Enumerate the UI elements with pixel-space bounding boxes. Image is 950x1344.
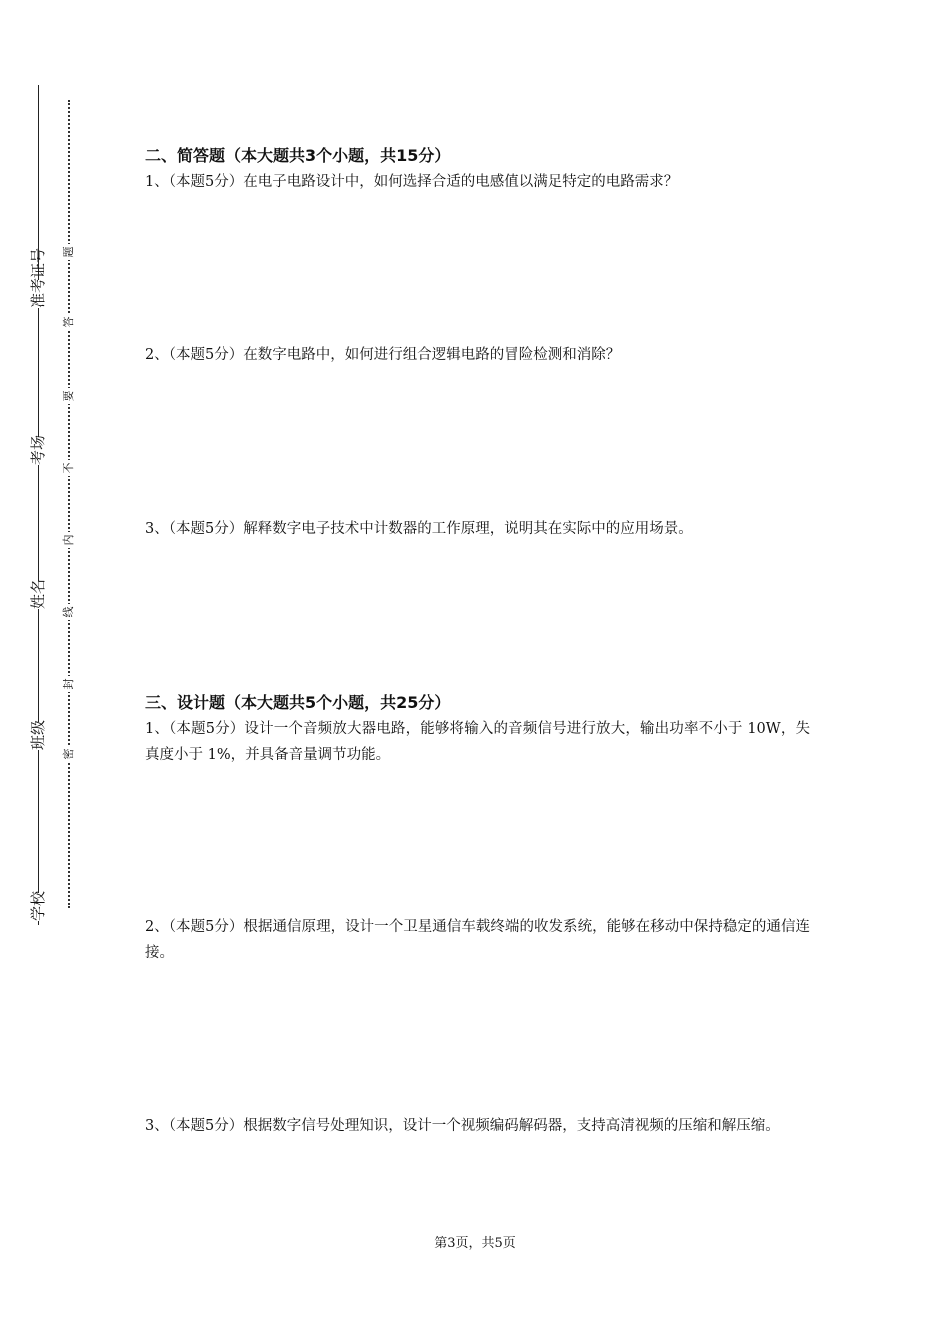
question-3-2: 2、（本题5分）根据通信原理，设计一个卫星通信车载终端的收发系统，能够在移动中保持稳定的通信连接。: [145, 919, 810, 961]
seal-dotted-line: [68, 100, 70, 908]
seal-char: 内: [61, 532, 77, 548]
exam-room-label: 考场: [29, 434, 47, 465]
binding-margin: [0, 0, 110, 1344]
seal-char: 不: [61, 460, 77, 476]
seal-char: 线: [61, 604, 77, 620]
page-number: 第3页，共5页: [434, 1236, 516, 1251]
question-3-3: 3、（本题5分）根据数字信号处理知识，设计一个视频编码解码器，支持高清视频的压缩和解压缩。: [145, 1118, 780, 1134]
section-title-design: 三、设计题（本大题共5个小题，共25分）: [145, 693, 451, 712]
question-2-2: 2、（本题5分）在数字电路中，如何进行组合逻辑电路的冒险检测和消除？: [145, 347, 621, 363]
seal-char: 题: [61, 244, 77, 260]
school-label: 学校: [29, 890, 47, 921]
name-label: 姓名: [29, 578, 47, 609]
student-info-line: [38, 85, 39, 925]
section-title-short-answer: 二、简答题（本大题共3个小题，共15分）: [145, 146, 451, 165]
question-2-1: 1、（本题5分）在电子电路设计中，如何选择合适的电感值以满足特定的电路需求？: [145, 174, 679, 190]
seal-char: 密: [61, 746, 77, 762]
exam-id-label: 准考证号: [29, 247, 47, 308]
class-label: 班级: [29, 719, 47, 750]
seal-char: 答: [61, 314, 77, 330]
question-2-3: 3、（本题5分）解释数字电子技术中计数器的工作原理，说明其在实际中的应用场景。: [145, 521, 693, 537]
seal-char: 封: [61, 676, 77, 692]
seal-char: 要: [61, 388, 77, 404]
question-3-1: 1、（本题5分）设计一个音频放大器电路，能够将输入的音频信号进行放大，输出功率不小于 10W，失真度小于 1%，并具备音量调节功能。: [145, 721, 810, 763]
